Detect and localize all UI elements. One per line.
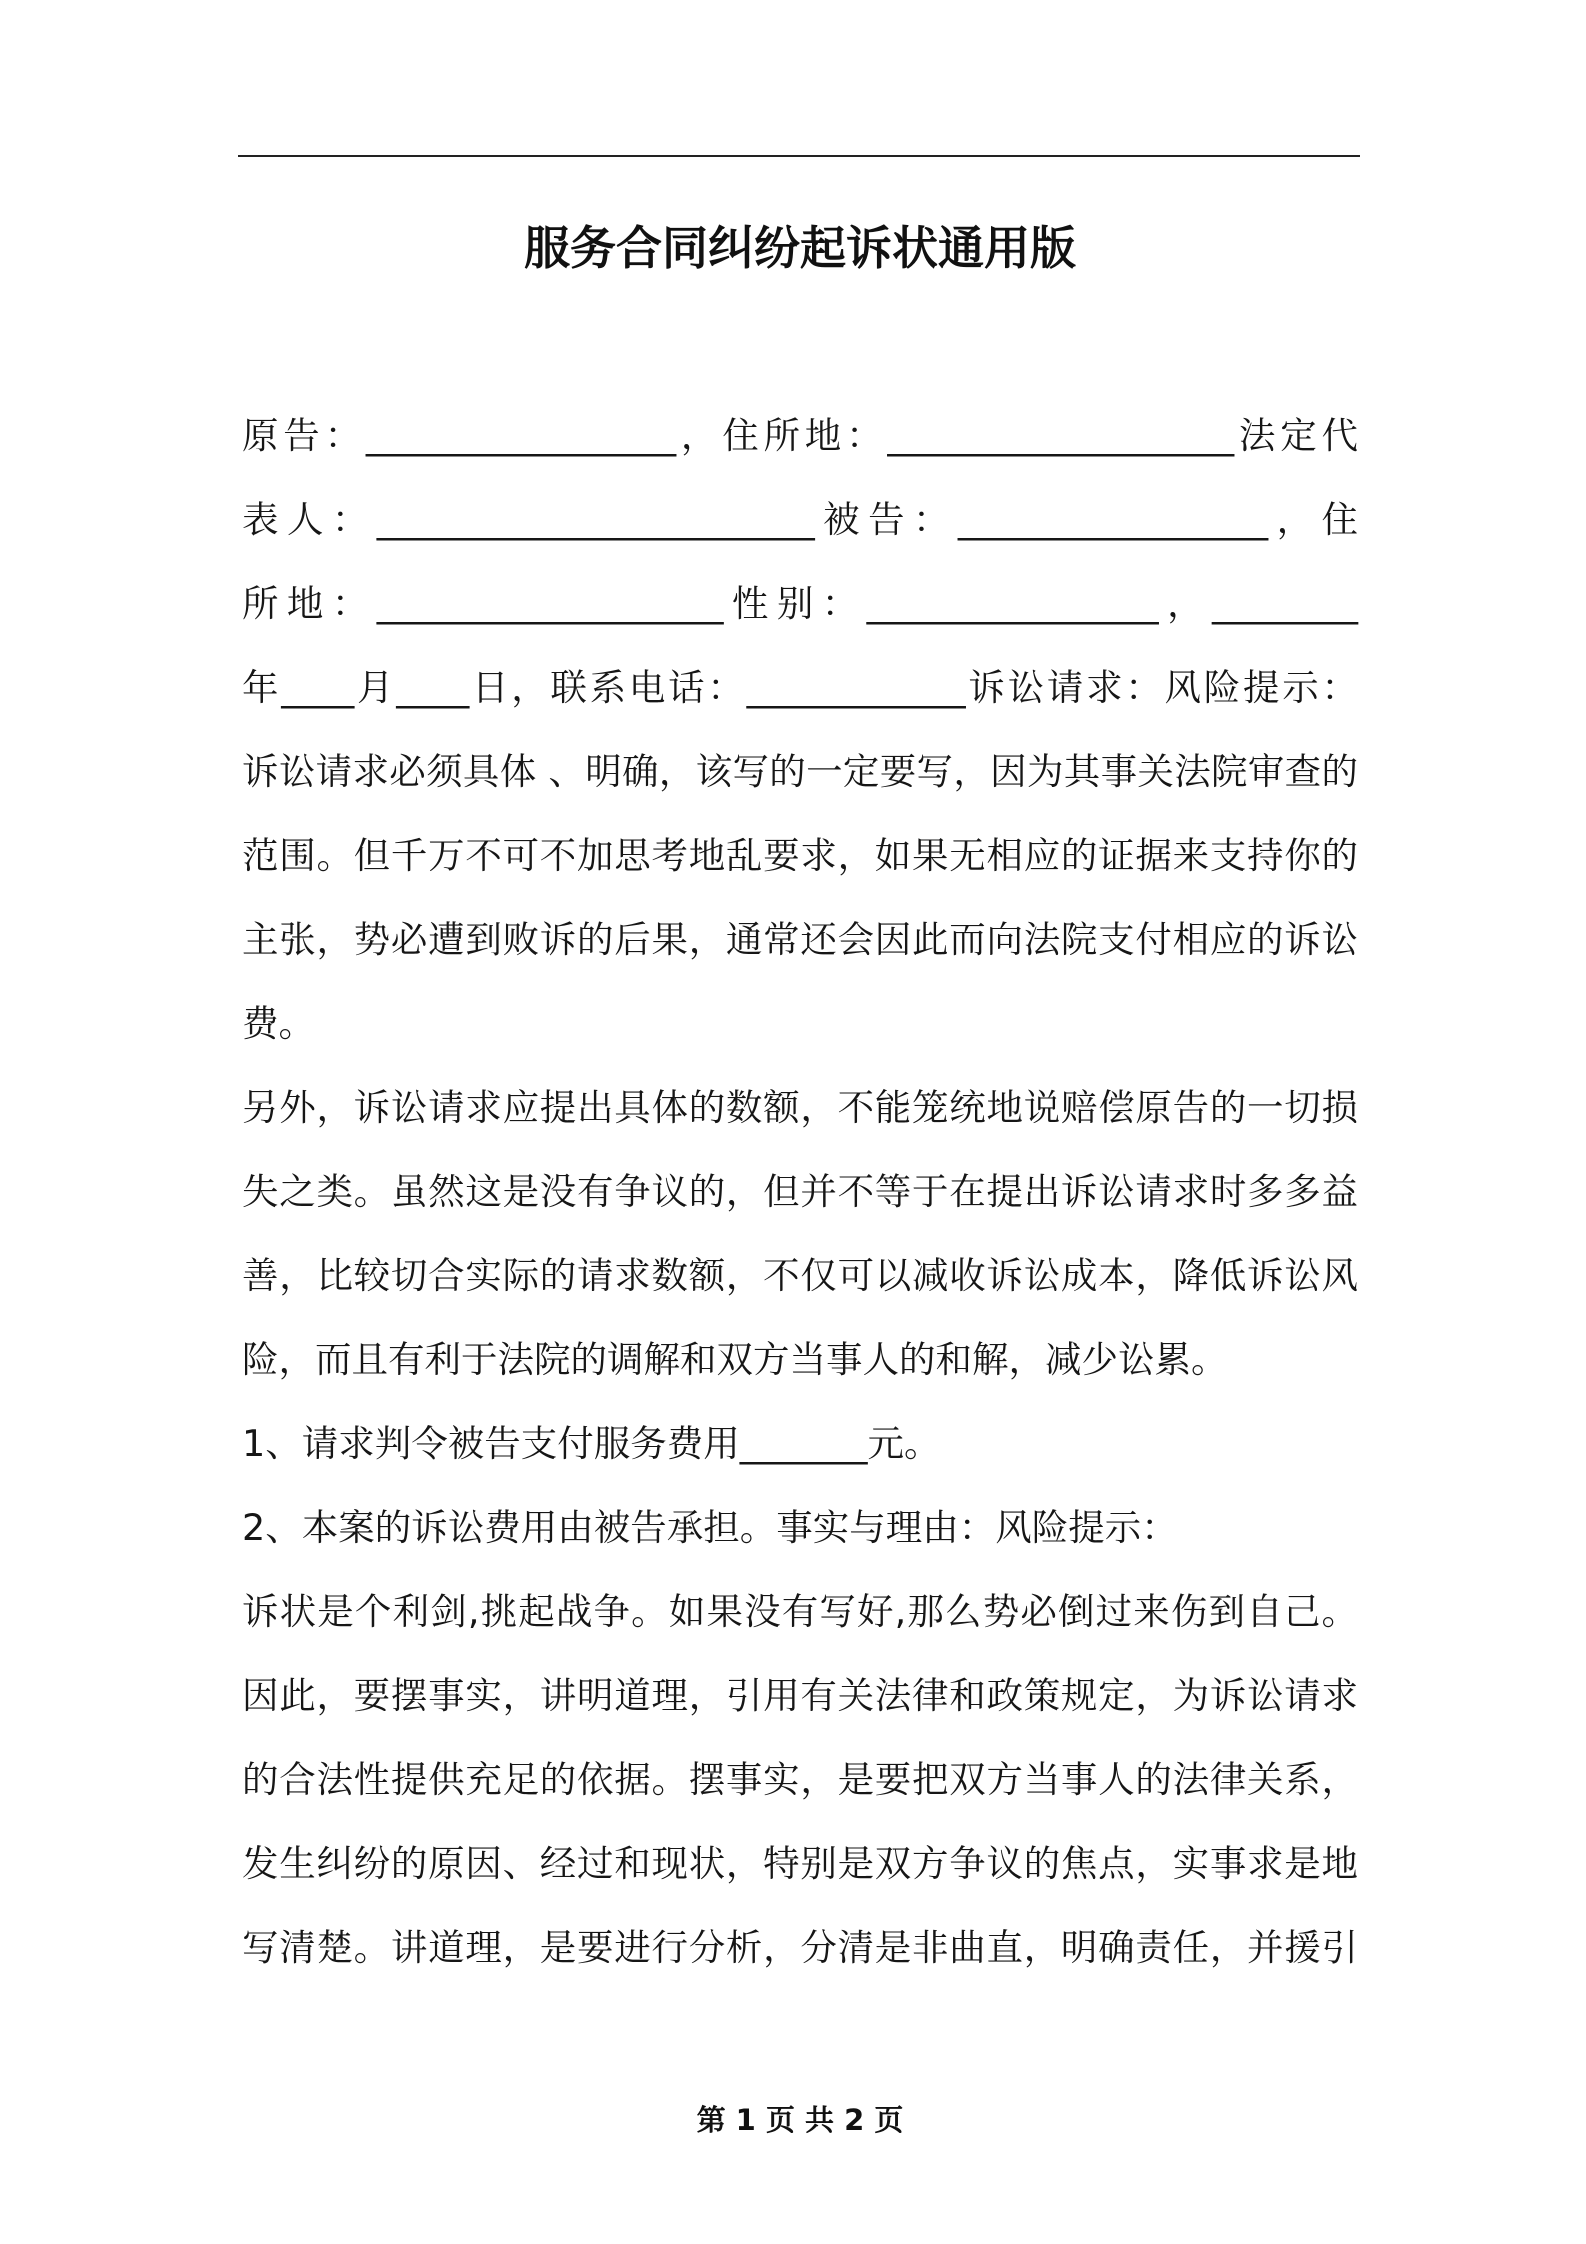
body-line: 年____月____日，联系电话：____________诉讼请求：风险提示：: [242, 666, 1358, 709]
document-title: 服务合同纠纷起诉状通用版: [524, 221, 1076, 275]
body-line: 另外，诉讼请求应提出具体的数额，不能笼统地说赔偿原告的一切损: [242, 1086, 1358, 1129]
body-line: 写清楚。讲道理，是要进行分析，分清是非曲直，明确责任，并援引: [242, 1926, 1358, 1969]
body-line: 范围。但千万不可不加思考地乱要求，如果无相应的证据来支持你的: [242, 834, 1358, 877]
body-line: 2、本案的诉讼费用由被告承担。事实与理由：风险提示：: [242, 1506, 1178, 1549]
body-line: 表人：________________________被告：_________________，住: [242, 498, 1358, 541]
header-rule: [238, 155, 1360, 157]
body-line: 主张，势必遭到败诉的后果，通常还会因此而向法院支付相应的诉讼: [242, 918, 1358, 961]
body-line: 发生纠纷的原因、经过和现状，特别是双方争议的焦点，实事求是地: [242, 1842, 1358, 1885]
paragraph-facts-tip: [242, 1570, 1358, 1990]
body-line: 所地：___________________性别：________________，________: [242, 582, 1358, 625]
body-line: 善，比较切合实际的请求数额，不仅可以减收诉讼成本，降低诉讼风: [242, 1254, 1358, 1297]
body-line: 诉讼请求必须具体 、明确，该写的一定要写，因为其事关法院审查的: [242, 750, 1358, 793]
body-line: 险，而且有利于法院的调解和双方当事人的和解，减少讼累。: [242, 1338, 1228, 1381]
paragraph-claim-amount-tip: [242, 1066, 1358, 1402]
body-line: 诉状是个利剑,挑起战争。如果没有写好,那么势必倒过来伤到自己。: [242, 1590, 1358, 1633]
paragraph-parties: [242, 394, 1358, 1066]
page-number: 第 1 页 共 2 页: [696, 2103, 904, 2137]
body-line: 1、请求判令被告支付服务费用_______元。: [242, 1422, 941, 1465]
document-body: [242, 394, 1358, 1990]
body-line: 失之类。虽然这是没有争议的，但并不等于在提出诉讼请求时多多益: [242, 1170, 1358, 1213]
body-line: 费。: [242, 1002, 315, 1045]
paragraph-claim-1: [242, 1402, 1358, 1486]
paragraph-claim-2: [242, 1486, 1358, 1570]
body-line: 因此，要摆事实，讲明道理，引用有关法律和政策规定，为诉讼请求: [242, 1674, 1358, 1717]
body-line: 的合法性提供充足的依据。摆事实，是要把双方当事人的法律关系，: [242, 1758, 1358, 1801]
body-line: 原告：_________________，住所地：___________________法定代: [242, 414, 1358, 457]
